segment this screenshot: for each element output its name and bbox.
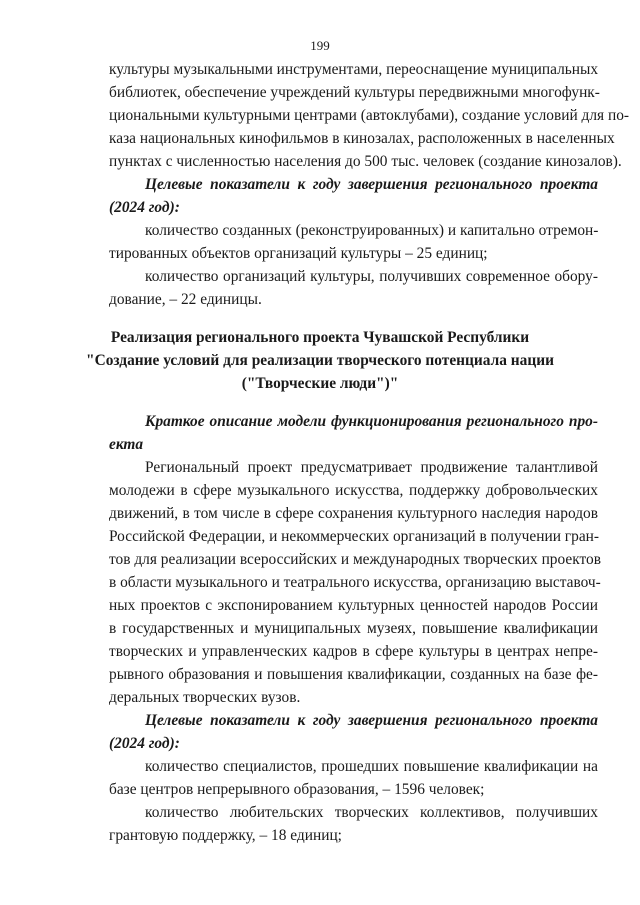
body-line: движений, в том числе в сфере сохранения культурного наследия народов — [109, 505, 598, 522]
section-heading: ("Творческие люди")" — [241, 375, 399, 392]
body-line: каза национальных кинофильмов в кинозалах, расположенных в населенных — [109, 130, 615, 147]
body-line: в области музыкального и театрального искусства, организацию выставоч- — [109, 574, 601, 591]
body-line: рывного образования и повышения квалификации, созданных на базе фе- — [109, 666, 598, 683]
target-heading: (2024 год): — [109, 735, 180, 752]
page-number: 199 — [310, 38, 330, 53]
indicator-line: грантовую поддержку, – 18 единиц; — [109, 827, 342, 844]
body-line: библиотек, обеспечение учреждений культуры передвижными многофунк- — [109, 84, 600, 101]
subsection-title: екта — [109, 436, 144, 453]
body-line: культуры музыкальными инструментами, переоснащение муниципальных — [109, 61, 599, 78]
section-heading: "Создание условий для реализации творческого потенциала нации — [86, 352, 554, 369]
body-line: молодежи в сфере музыкального искусства, поддержку добровольческих — [109, 482, 598, 499]
indicator-line: количество созданных (реконструированных) и капитально отремон- — [145, 222, 599, 239]
indicator-line: дование, – 22 единицы. — [109, 291, 262, 308]
indicator-line: базе центров непрерывного образования, – 1596 человек; — [109, 781, 485, 798]
body-line: Региональный проект предусматривает продвижение талантливой — [145, 459, 598, 476]
target-heading: (2024 год): — [109, 199, 180, 216]
body-line: ных проектов с экспонированием культурных ценностей народов России — [109, 597, 598, 614]
body-line: в государственных и муниципальных музеях, повышение квалификации — [109, 620, 598, 637]
body-line: циональными культурными центрами (автоклубами), создание условий для по- — [109, 107, 630, 124]
indicator-line: количество специалистов, прошедших повышение квалификации на — [145, 758, 598, 775]
subsection-title: Краткое описание модели функционирования регионального про- — [145, 413, 598, 430]
body-line: деральных творческих вузов. — [109, 689, 301, 706]
body-line: пунктах с численностью населения до 500 тыс. человек (создание кинозалов). — [109, 153, 622, 170]
indicator-line: количество любительских творческих коллективов, получивших — [145, 804, 598, 821]
target-heading: Целевые показатели к году завершения регионального проекта — [145, 712, 598, 729]
target-heading: Целевые показатели к году завершения регионального проекта — [145, 176, 598, 193]
body-line: Российской Федерации, и некоммерческих организаций в получении гран- — [109, 528, 600, 545]
body-line: тов для реализации всероссийских и международных творческих проектов — [109, 551, 601, 568]
indicator-line: количество организаций культуры, получивших современное обору- — [145, 268, 598, 285]
indicator-line: тированных объектов организаций культуры – 25 единиц; — [109, 245, 488, 262]
body-line: творческих и управленческих кадров в сфере культуры в центрах непре- — [109, 643, 598, 660]
section-heading: Реализация регионального проекта Чувашской Республики — [110, 329, 530, 346]
